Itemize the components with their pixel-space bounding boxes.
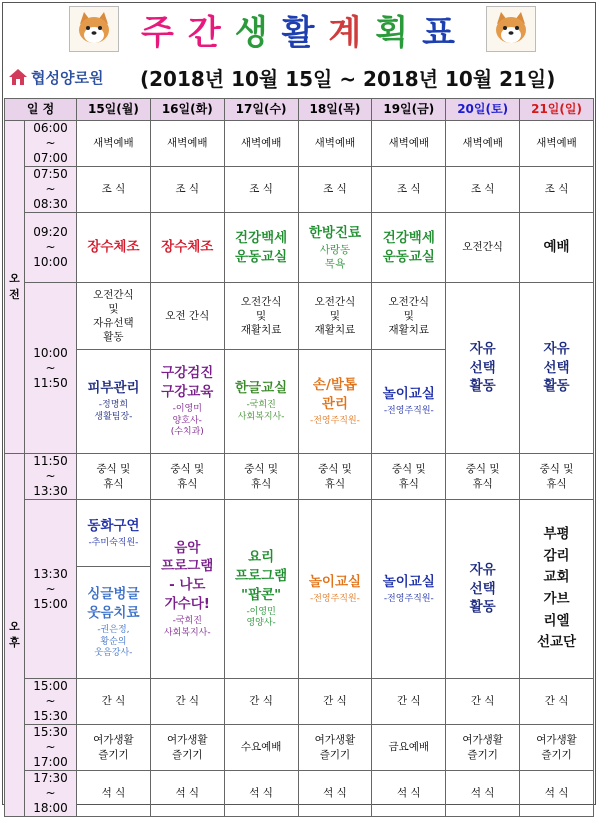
shiba-dog-icon: [486, 6, 536, 52]
facility-name: 협성양로원: [31, 68, 104, 87]
table-row: [5, 679, 594, 725]
time-slot: 07:50 ~ 08:30: [25, 167, 77, 213]
schedule-cell: 새벽예배: [224, 121, 298, 167]
title-char: 활: [281, 12, 329, 53]
schedule-period: (2018년 10월 15일 ~ 2018년 10월 21일): [140, 66, 556, 91]
schedule-cell: 오전간식 및 재활치료 손/발톱 관리 -전영주직원-: [298, 283, 372, 454]
schedule-cell: 중식 및 휴식: [446, 454, 520, 500]
schedule-cell: 여가생활 즐기기: [446, 725, 520, 771]
time-slot: 09:20 ~ 10:00: [25, 213, 77, 283]
schedule-cell: 석 식: [520, 771, 594, 817]
table-row: [5, 283, 594, 454]
header-row: [5, 99, 594, 121]
title-char: 주: [140, 12, 188, 53]
schedule-cell: 건강백세 운동교실: [372, 213, 446, 283]
schedule-cell: 장수체조: [77, 213, 151, 283]
table-row: [5, 121, 594, 167]
time-slot: 06:00 ~ 07:00: [25, 121, 77, 167]
schedule-cell: 한방진료 사랑동 목욕: [298, 213, 372, 283]
schedule-table: [4, 98, 594, 817]
schedule-cell: 새벽예배: [77, 121, 151, 167]
schedule-cell: 조 식: [520, 167, 594, 213]
house-icon: [8, 68, 28, 86]
schedule-cell: 중식 및 휴식: [520, 454, 594, 500]
table-row: [5, 213, 594, 283]
schedule-cell: 중식 및 휴식: [150, 454, 224, 500]
schedule-cell: 놀이교실 -전영주직원-: [298, 500, 372, 679]
schedule-cell: 중식 및 휴식: [372, 454, 446, 500]
table-row: [5, 454, 594, 500]
schedule-cell: 조 식: [298, 167, 372, 213]
time-slot: 11:50 ~ 13:30: [25, 454, 77, 500]
time-slot: 10:00 ~ 11:50: [25, 283, 77, 454]
schedule-cell: 석 식: [298, 771, 372, 817]
schedule-cell: 석 식: [446, 771, 520, 817]
table-row: [5, 771, 594, 817]
schedule-cell: 금요예배: [372, 725, 446, 771]
schedule-cell: 장수체조: [150, 213, 224, 283]
table-row: [5, 500, 594, 679]
schedule-cell: 석 식: [150, 771, 224, 817]
day-header: 17일(수): [224, 99, 298, 121]
title-char: 계: [328, 12, 376, 53]
time-slot: 17:30 ~ 18:00: [25, 771, 77, 817]
shiba-dog-icon: [69, 6, 119, 52]
facility-logo: [8, 64, 126, 90]
day-header-sunday: 21일(일): [520, 99, 594, 121]
schedule-cell: 조 식: [372, 167, 446, 213]
header: [0, 0, 600, 60]
schedule-cell: 오전간식 및 자유선택 활동 피부관리 -정명희 생활팀장-: [77, 283, 151, 454]
pm-label: 오 후: [5, 454, 25, 817]
corner-label: 일 정: [5, 99, 77, 121]
schedule-cell: 간 식: [520, 679, 594, 725]
schedule-cell: 수요예배: [224, 725, 298, 771]
schedule-cell: 새벽예배: [520, 121, 594, 167]
schedule-cell: 여가생활 즐기기: [520, 725, 594, 771]
schedule-cell: 간 식: [446, 679, 520, 725]
schedule-cell: 간 식: [298, 679, 372, 725]
am-label: 오 전: [5, 121, 25, 454]
schedule-cell: 조 식: [224, 167, 298, 213]
schedule-cell: 요리 프로그램 "팝콘" -이영민 영양사-: [224, 500, 298, 679]
schedule-cell: 간 식: [372, 679, 446, 725]
schedule-cell: 예배: [520, 213, 594, 283]
table-row: [5, 167, 594, 213]
schedule-cell: 중식 및 휴식: [298, 454, 372, 500]
schedule-cell: 오전 간식 구강검진 구강교육 -이영미 양호사- (수치과): [150, 283, 224, 454]
day-header-saturday: 20일(토): [446, 99, 520, 121]
schedule-cell: 오전간식 및 재활치료 한글교실 -국희진 사회복지사-: [224, 283, 298, 454]
schedule-cell: 석 식: [224, 771, 298, 817]
schedule-cell: 중식 및 휴식: [77, 454, 151, 500]
day-header: 15일(월): [77, 99, 151, 121]
day-header: 19일(금): [372, 99, 446, 121]
title-char: 표: [422, 12, 469, 53]
schedule-cell: 새벽예배: [298, 121, 372, 167]
table-row: [5, 725, 594, 771]
title-char: 간: [187, 12, 235, 53]
schedule-cell: 중식 및 휴식: [224, 454, 298, 500]
schedule-cell: 여가생활 즐기기: [77, 725, 151, 771]
schedule-cell: 자유 선택 활동: [446, 283, 520, 454]
schedule-cell: 동화구연 -추미숙직원- 싱글벙글 웃음치료 -권은정, 황순의 웃음강사-: [77, 500, 151, 679]
schedule-cell: 건강백세 운동교실: [224, 213, 298, 283]
schedule-cell: 여가생활 즐기기: [150, 725, 224, 771]
schedule-cell: 석 식: [372, 771, 446, 817]
schedule-cell: 자유 선택 활동: [446, 500, 520, 679]
schedule-cell: 놀이교실 -전영주직원-: [372, 500, 446, 679]
day-header: 16일(화): [150, 99, 224, 121]
schedule-cell: 간 식: [224, 679, 298, 725]
schedule-cell: 새벽예배: [446, 121, 520, 167]
time-slot: 15:30 ~ 17:00: [25, 725, 77, 771]
time-slot: 15:00 ~ 15:30: [25, 679, 77, 725]
schedule-cell: 오전간식 및 재활치료 놀이교실 -전영주직원-: [372, 283, 446, 454]
title-char: 획: [375, 12, 423, 53]
schedule-cell: 여가생활 즐기기: [298, 725, 372, 771]
schedule-cell: 음악 프로그램 - 나도 가수다! -국희진 사회복지사-: [150, 500, 224, 679]
schedule-cell: 자유 선택 활동: [520, 283, 594, 454]
schedule-cell: 부평 감리 교회 가브 리엘 선교단: [520, 500, 594, 679]
page-title: [130, 4, 480, 54]
schedule-cell: 새벽예배: [150, 121, 224, 167]
schedule-cell: 석 식: [77, 771, 151, 817]
schedule-cell: 조 식: [150, 167, 224, 213]
title-char: 생: [234, 12, 282, 53]
day-header: 18일(목): [298, 99, 372, 121]
schedule-cell: 조 식: [446, 167, 520, 213]
time-slot: 13:30 ~ 15:00: [25, 500, 77, 679]
schedule-cell: 새벽예배: [372, 121, 446, 167]
schedule-cell: 조 식: [77, 167, 151, 213]
schedule-cell: 오전간식: [446, 213, 520, 283]
schedule-cell: 간 식: [77, 679, 151, 725]
schedule-cell: 간 식: [150, 679, 224, 725]
